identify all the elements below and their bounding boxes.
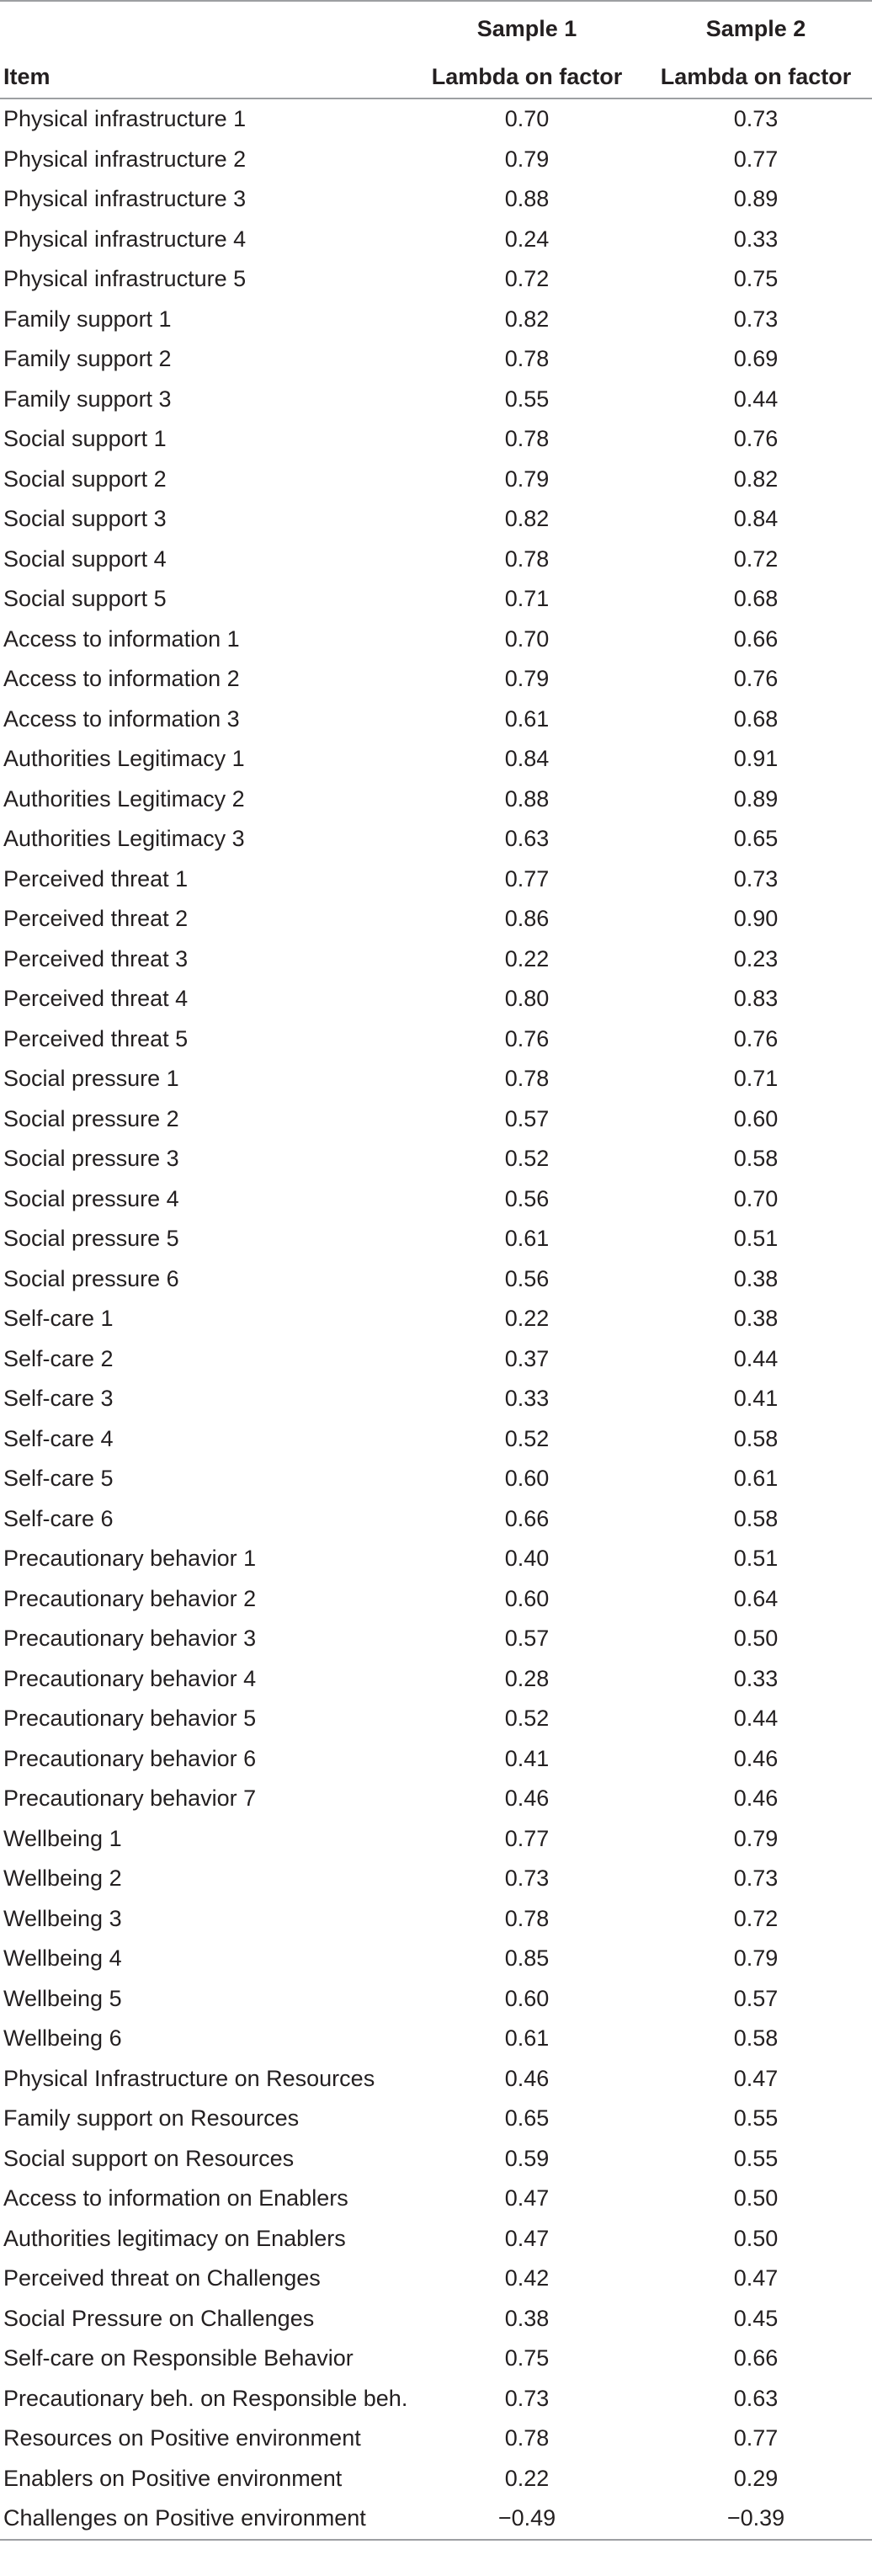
row-sample2-value: 0.83 xyxy=(733,986,779,1012)
row-sample1-value: 0.60 xyxy=(504,1985,550,2011)
table-row xyxy=(0,2139,872,2179)
table-row xyxy=(0,1299,872,1339)
row-sample1-value: 0.46 xyxy=(504,2065,550,2091)
row-sample1-value: 0.56 xyxy=(504,1265,550,1291)
row-sample2-value: 0.38 xyxy=(733,1265,779,1291)
header-sample2: Sample 2 xyxy=(705,15,806,41)
table-row xyxy=(0,2339,872,2379)
row-sample2-value: 0.73 xyxy=(733,1865,779,1892)
row-sample1-value: 0.42 xyxy=(504,2265,550,2291)
row-sample1-value: 0.52 xyxy=(504,1146,550,1172)
table-row xyxy=(0,979,872,1019)
row-sample2-value: 0.79 xyxy=(733,1945,779,1972)
table-row xyxy=(0,1219,872,1259)
row-sample2-value: 0.60 xyxy=(733,1105,779,1131)
table-row xyxy=(0,620,872,660)
row-sample1-value: 0.78 xyxy=(504,426,550,452)
row-item-cell: Precautionary behavior 3 xyxy=(3,1626,257,1652)
table-row xyxy=(0,1179,872,1220)
row-sample1-value: 0.38 xyxy=(504,2305,550,2331)
row-sample1-value: 0.22 xyxy=(504,945,550,971)
row-sample1-value: 0.60 xyxy=(504,1466,550,1492)
row-item-cell: Perceived threat 1 xyxy=(3,865,189,891)
row-sample2-value: 0.57 xyxy=(733,1985,779,2011)
row-sample1-value: 0.65 xyxy=(504,2105,550,2132)
row-sample1-value: 0.88 xyxy=(504,186,550,212)
table-row xyxy=(0,339,872,380)
table-row xyxy=(0,1819,872,1860)
row-sample1-value: 0.88 xyxy=(504,785,550,812)
row-sample1-value: 0.71 xyxy=(504,586,550,612)
table-row xyxy=(0,2259,872,2299)
row-item-cell: Family support 3 xyxy=(3,386,172,412)
row-sample2-value: 0.63 xyxy=(733,2385,779,2411)
row-sample2-value: 0.46 xyxy=(733,1745,779,1771)
row-item-cell: Access to information 3 xyxy=(3,705,240,732)
row-sample2-value: 0.47 xyxy=(733,2065,779,2091)
row-item-cell: Perceived threat 5 xyxy=(3,1025,189,1051)
row-item-cell: Social support 5 xyxy=(3,586,167,612)
header-lambda-sample1: Lambda on factor xyxy=(431,63,623,89)
row-sample2-value: 0.90 xyxy=(733,906,779,932)
row-item-cell: Physical infrastructure 3 xyxy=(3,186,247,212)
table-row xyxy=(0,2179,872,2219)
table-row xyxy=(0,1379,872,1419)
row-sample2-value: 0.55 xyxy=(733,2105,779,2132)
row-item-cell: Social support 2 xyxy=(3,466,167,492)
table-row xyxy=(0,2019,872,2059)
row-item-cell: Self-care on Responsible Behavior xyxy=(3,2345,354,2371)
table-row xyxy=(0,1779,872,1819)
row-sample2-value: 0.68 xyxy=(733,586,779,612)
table-row xyxy=(0,1579,872,1620)
row-item-cell: Family support on Resources xyxy=(3,2105,300,2132)
table-row xyxy=(0,300,872,340)
row-item-cell: Social pressure 1 xyxy=(3,1066,179,1092)
table-row xyxy=(0,460,872,500)
row-sample1-value: 0.86 xyxy=(504,906,550,932)
row-item-cell: Physical Infrastructure on Resources xyxy=(3,2065,375,2091)
table-row xyxy=(0,540,872,580)
row-sample1-value: 0.66 xyxy=(504,1505,550,1531)
row-item-cell: Precautionary behavior 5 xyxy=(3,1706,257,1732)
row-item-cell: Social support 4 xyxy=(3,546,167,572)
table-row xyxy=(0,860,872,900)
row-sample2-value: 0.44 xyxy=(733,386,779,412)
row-sample2-value: 0.29 xyxy=(733,2465,779,2491)
row-item-cell: Authorities Legitimacy 2 xyxy=(3,785,245,812)
table-row xyxy=(0,1139,872,1179)
row-item-cell: Social pressure 3 xyxy=(3,1146,179,1172)
row-sample2-value: 0.66 xyxy=(733,2345,779,2371)
table-row xyxy=(0,579,872,620)
table-row xyxy=(0,1859,872,1899)
table-row xyxy=(0,899,872,939)
row-sample2-value: 0.73 xyxy=(733,306,779,332)
row-sample2-value: 0.44 xyxy=(733,1706,779,1732)
row-sample1-value: 0.37 xyxy=(504,1345,550,1371)
table-row xyxy=(0,780,872,820)
row-sample1-value: 0.57 xyxy=(504,1626,550,1652)
row-sample1-value: 0.60 xyxy=(504,1585,550,1611)
row-sample1-value: 0.59 xyxy=(504,2145,550,2171)
table-row xyxy=(0,2379,872,2419)
table-row xyxy=(0,1979,872,2020)
row-item-cell: Social support on Resources xyxy=(3,2145,295,2171)
row-sample1-value: 0.56 xyxy=(504,1185,550,1211)
table-row xyxy=(0,1899,872,1940)
row-item-cell: Resources on Positive environment xyxy=(3,2425,361,2451)
row-sample2-value: 0.76 xyxy=(733,666,779,692)
row-sample2-value: 0.68 xyxy=(733,705,779,732)
row-item-cell: Precautionary behavior 7 xyxy=(3,1786,257,1812)
row-sample1-value: 0.84 xyxy=(504,746,550,772)
row-item-cell: Social pressure 4 xyxy=(3,1185,179,1211)
row-sample2-value: −0.39 xyxy=(726,2505,785,2531)
table-row xyxy=(0,1939,872,1979)
row-sample2-value: 0.71 xyxy=(733,1066,779,1092)
row-sample2-value: 0.89 xyxy=(733,785,779,812)
row-sample1-value: 0.79 xyxy=(504,466,550,492)
row-sample2-value: 0.61 xyxy=(733,1466,779,1492)
table-row xyxy=(0,939,872,980)
row-sample1-value: 0.73 xyxy=(504,2385,550,2411)
row-sample2-value: 0.51 xyxy=(733,1546,779,1572)
row-item-cell: Family support 2 xyxy=(3,346,172,372)
table-row xyxy=(0,659,872,700)
row-sample2-value: 0.47 xyxy=(733,2265,779,2291)
table-row xyxy=(0,1059,872,1099)
row-sample1-value: 0.46 xyxy=(504,1786,550,1812)
row-item-cell: Access to information on Enablers xyxy=(3,2185,348,2211)
row-sample1-value: 0.61 xyxy=(504,1226,550,1252)
row-sample1-value: 0.47 xyxy=(504,2185,550,2211)
table-row xyxy=(0,1539,872,1579)
row-sample2-value: 0.41 xyxy=(733,1386,779,1412)
row-sample2-value: 0.65 xyxy=(733,826,779,852)
row-sample2-value: 0.23 xyxy=(733,945,779,971)
row-sample2-value: 0.72 xyxy=(733,1905,779,1931)
table-row xyxy=(0,819,872,860)
row-sample1-value: 0.79 xyxy=(504,666,550,692)
table-body xyxy=(0,99,872,2539)
row-item-cell: Challenges on Positive environment xyxy=(3,2505,366,2531)
row-sample2-value: 0.50 xyxy=(733,2185,779,2211)
table-row xyxy=(0,2099,872,2139)
row-sample1-value: 0.85 xyxy=(504,1945,550,1972)
row-item-cell: Wellbeing 4 xyxy=(3,1945,122,1972)
row-sample1-value: 0.47 xyxy=(504,2225,550,2251)
row-sample2-value: 0.64 xyxy=(733,1585,779,1611)
row-sample2-value: 0.50 xyxy=(733,2225,779,2251)
row-item-cell: Wellbeing 6 xyxy=(3,2025,122,2052)
table-row xyxy=(0,1099,872,1140)
row-sample1-value: 0.82 xyxy=(504,506,550,532)
row-sample2-value: 0.50 xyxy=(733,1626,779,1652)
row-item-cell: Precautionary behavior 2 xyxy=(3,1585,257,1611)
table-row xyxy=(0,1459,872,1499)
row-item-cell: Family support 1 xyxy=(3,306,172,332)
table-row xyxy=(0,1419,872,1460)
row-sample1-value: 0.73 xyxy=(504,1865,550,1892)
table-row xyxy=(0,700,872,740)
row-sample1-value: 0.33 xyxy=(504,1386,550,1412)
row-item-cell: Social support 1 xyxy=(3,426,167,452)
row-item-cell: Physical infrastructure 2 xyxy=(3,146,247,172)
row-item-cell: Physical infrastructure 4 xyxy=(3,226,247,252)
table-row xyxy=(0,1699,872,1739)
row-sample2-value: 0.33 xyxy=(733,226,779,252)
row-sample2-value: 0.44 xyxy=(733,1345,779,1371)
row-sample2-value: 0.58 xyxy=(733,1146,779,1172)
row-sample2-value: 0.84 xyxy=(733,506,779,532)
row-sample1-value: −0.49 xyxy=(497,2505,556,2531)
header-item: Item xyxy=(3,63,51,89)
row-sample1-value: 0.70 xyxy=(504,625,550,652)
row-sample1-value: 0.78 xyxy=(504,346,550,372)
row-sample2-value: 0.72 xyxy=(733,546,779,572)
row-sample2-value: 0.77 xyxy=(733,2425,779,2451)
table-row xyxy=(0,499,872,540)
table-row xyxy=(0,2499,872,2539)
table-row xyxy=(0,2059,872,2100)
row-sample1-value: 0.78 xyxy=(504,2425,550,2451)
row-sample2-value: 0.75 xyxy=(733,266,779,292)
row-sample2-value: 0.79 xyxy=(733,1825,779,1851)
row-sample2-value: 0.51 xyxy=(733,1226,779,1252)
header-row-columns xyxy=(0,56,872,98)
row-item-cell: Self-care 6 xyxy=(3,1505,114,1531)
row-item-cell: Self-care 2 xyxy=(3,1345,114,1371)
row-sample1-value: 0.22 xyxy=(504,1306,550,1332)
header-row-samples xyxy=(0,2,872,56)
row-sample2-value: 0.45 xyxy=(733,2305,779,2331)
row-sample1-value: 0.22 xyxy=(504,2465,550,2491)
row-item-cell: Precautionary beh. on Responsible beh. xyxy=(3,2385,408,2411)
row-item-cell: Wellbeing 5 xyxy=(3,1985,122,2011)
table-row xyxy=(0,99,872,140)
row-item-cell: Physical infrastructure 5 xyxy=(3,266,247,292)
row-sample2-value: 0.76 xyxy=(733,426,779,452)
row-sample1-value: 0.78 xyxy=(504,546,550,572)
row-item-cell: Precautionary behavior 4 xyxy=(3,1665,257,1691)
row-sample2-value: 0.89 xyxy=(733,186,779,212)
row-item-cell: Enablers on Positive environment xyxy=(3,2465,343,2491)
row-item-cell: Authorities legitimacy on Enablers xyxy=(3,2225,346,2251)
row-item-cell: Access to information 2 xyxy=(3,666,240,692)
table-row xyxy=(0,2459,872,2499)
row-item-cell: Social pressure 6 xyxy=(3,1265,179,1291)
row-sample1-value: 0.77 xyxy=(504,865,550,891)
row-item-cell: Wellbeing 2 xyxy=(3,1865,122,1892)
table-row xyxy=(0,2219,872,2259)
row-item-cell: Social support 3 xyxy=(3,506,167,532)
row-sample1-value: 0.78 xyxy=(504,1905,550,1931)
row-sample2-value: 0.77 xyxy=(733,146,779,172)
row-sample2-value: 0.73 xyxy=(733,106,779,132)
row-sample2-value: 0.33 xyxy=(733,1665,779,1691)
row-sample1-value: 0.79 xyxy=(504,146,550,172)
row-item-cell: Self-care 3 xyxy=(3,1386,114,1412)
row-sample1-value: 0.52 xyxy=(504,1706,550,1732)
row-sample2-value: 0.73 xyxy=(733,865,779,891)
row-item-cell: Physical infrastructure 1 xyxy=(3,106,247,132)
table-row xyxy=(0,1619,872,1659)
row-sample2-value: 0.38 xyxy=(733,1306,779,1332)
row-sample1-value: 0.28 xyxy=(504,1665,550,1691)
row-item-cell: Perceived threat on Challenges xyxy=(3,2265,321,2291)
table-row xyxy=(0,1499,872,1540)
table-row xyxy=(0,140,872,180)
table-row xyxy=(0,2419,872,2459)
row-item-cell: Social pressure 5 xyxy=(3,1226,179,1252)
table-row xyxy=(0,220,872,260)
row-sample2-value: 0.82 xyxy=(733,466,779,492)
header-lambda-sample2: Lambda on factor xyxy=(660,63,852,89)
row-item-cell: Social pressure 2 xyxy=(3,1105,179,1131)
row-item-cell: Authorities Legitimacy 1 xyxy=(3,746,245,772)
row-sample1-value: 0.78 xyxy=(504,1066,550,1092)
row-sample2-value: 0.70 xyxy=(733,1185,779,1211)
table-row xyxy=(0,1259,872,1300)
table-row xyxy=(0,1739,872,1780)
table-row xyxy=(0,739,872,780)
row-sample1-value: 0.61 xyxy=(504,2025,550,2052)
row-sample1-value: 0.70 xyxy=(504,106,550,132)
table-row xyxy=(0,179,872,220)
table-row xyxy=(0,419,872,460)
row-sample2-value: 0.58 xyxy=(733,2025,779,2052)
table-row xyxy=(0,259,872,300)
row-item-cell: Authorities Legitimacy 3 xyxy=(3,826,245,852)
row-sample1-value: 0.76 xyxy=(504,1025,550,1051)
row-sample1-value: 0.72 xyxy=(504,266,550,292)
row-sample2-value: 0.69 xyxy=(733,346,779,372)
row-item-cell: Self-care 5 xyxy=(3,1466,114,1492)
row-item-cell: Wellbeing 3 xyxy=(3,1905,122,1931)
row-item-cell: Precautionary behavior 1 xyxy=(3,1546,257,1572)
row-sample1-value: 0.24 xyxy=(504,226,550,252)
row-sample1-value: 0.63 xyxy=(504,826,550,852)
table-row xyxy=(0,1339,872,1380)
table-row xyxy=(0,2299,872,2339)
row-sample2-value: 0.55 xyxy=(733,2145,779,2171)
table-row xyxy=(0,380,872,420)
row-item-cell: Perceived threat 2 xyxy=(3,906,189,932)
row-sample2-value: 0.91 xyxy=(733,746,779,772)
row-sample1-value: 0.75 xyxy=(504,2345,550,2371)
row-sample1-value: 0.41 xyxy=(504,1745,550,1771)
row-sample2-value: 0.46 xyxy=(733,1786,779,1812)
row-item-cell: Self-care 4 xyxy=(3,1425,114,1451)
row-item-cell: Self-care 1 xyxy=(3,1306,114,1332)
row-item-cell: Wellbeing 1 xyxy=(3,1825,122,1851)
header-sample1: Sample 1 xyxy=(476,15,577,41)
row-sample1-value: 0.82 xyxy=(504,306,550,332)
row-sample1-value: 0.57 xyxy=(504,1105,550,1131)
row-sample1-value: 0.80 xyxy=(504,986,550,1012)
row-sample2-value: 0.58 xyxy=(733,1505,779,1531)
row-item-cell: Social Pressure on Challenges xyxy=(3,2305,315,2331)
row-item-cell: Perceived threat 3 xyxy=(3,945,189,971)
row-sample1-value: 0.55 xyxy=(504,386,550,412)
table-row xyxy=(0,1019,872,1060)
row-item-cell: Access to information 1 xyxy=(3,625,240,652)
row-sample1-value: 0.77 xyxy=(504,1825,550,1851)
row-sample1-value: 0.52 xyxy=(504,1425,550,1451)
table-bottom-rule xyxy=(0,2539,872,2541)
row-item-cell: Precautionary behavior 6 xyxy=(3,1745,257,1771)
table-row xyxy=(0,1659,872,1700)
row-sample2-value: 0.76 xyxy=(733,1025,779,1051)
row-item-cell: Perceived threat 4 xyxy=(3,986,189,1012)
row-sample2-value: 0.66 xyxy=(733,625,779,652)
row-sample1-value: 0.61 xyxy=(504,705,550,732)
row-sample2-value: 0.58 xyxy=(733,1425,779,1451)
row-sample1-value: 0.40 xyxy=(504,1546,550,1572)
